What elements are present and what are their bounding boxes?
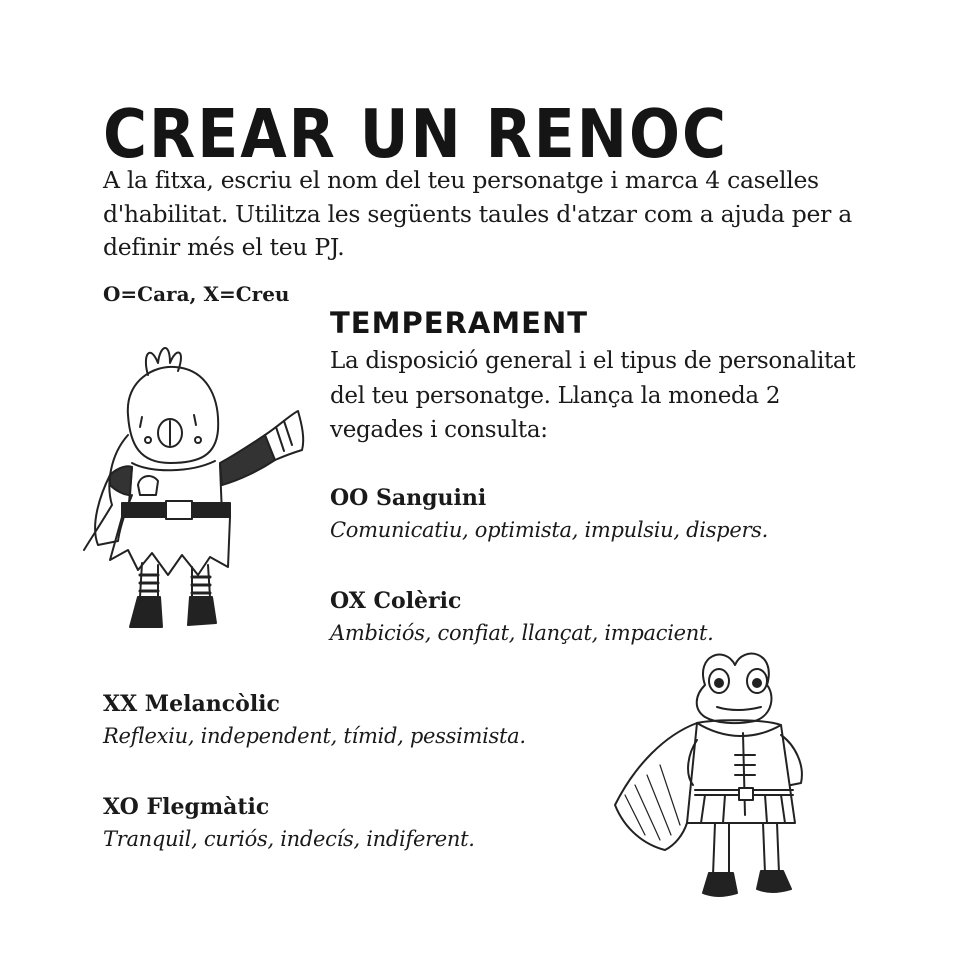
entry-desc: Tranquil, curiós, indecís, indiferent.	[103, 827, 475, 851]
temperament-title: TEMPERAMENT	[330, 306, 589, 340]
entry-head: OX Colèric	[330, 588, 462, 614]
entry-head: XX Melancòlic	[103, 691, 280, 717]
temperament-entry-ox	[330, 585, 714, 649]
page-title: CREAR UN RENOC	[103, 95, 729, 174]
temperament-entry-xx	[103, 688, 526, 752]
bird-character-illustration	[70, 335, 320, 635]
temperament-entry-xo	[103, 791, 475, 855]
frog-character-illustration	[605, 645, 865, 910]
entry-desc: Comunicatiu, optimista, impulsiu, dispers.	[330, 518, 769, 542]
entry-desc: Reflexiu, independent, tímid, pessimista.	[103, 724, 526, 748]
entry-desc: Ambiciós, confiat, llançat, impacient.	[330, 621, 714, 645]
entry-head: XO Flegmàtic	[103, 794, 270, 820]
temperament-entry-oo	[330, 482, 768, 546]
intro-paragraph: A la fitxa, escriu el nom del teu personatge i marca 4 caselles d'habilitat. Utilitza les següents taules d'atzar com a ajuda per a definir més el teu PJ.	[103, 166, 852, 261]
coin-legend: O=Cara, X=Creu	[103, 282, 290, 306]
temperament-description: La disposició general i el tipus de personalitat del teu personatge. Llança la moneda 2 vegades i consulta:	[330, 348, 856, 443]
entry-head: OO Sanguini	[330, 485, 487, 511]
